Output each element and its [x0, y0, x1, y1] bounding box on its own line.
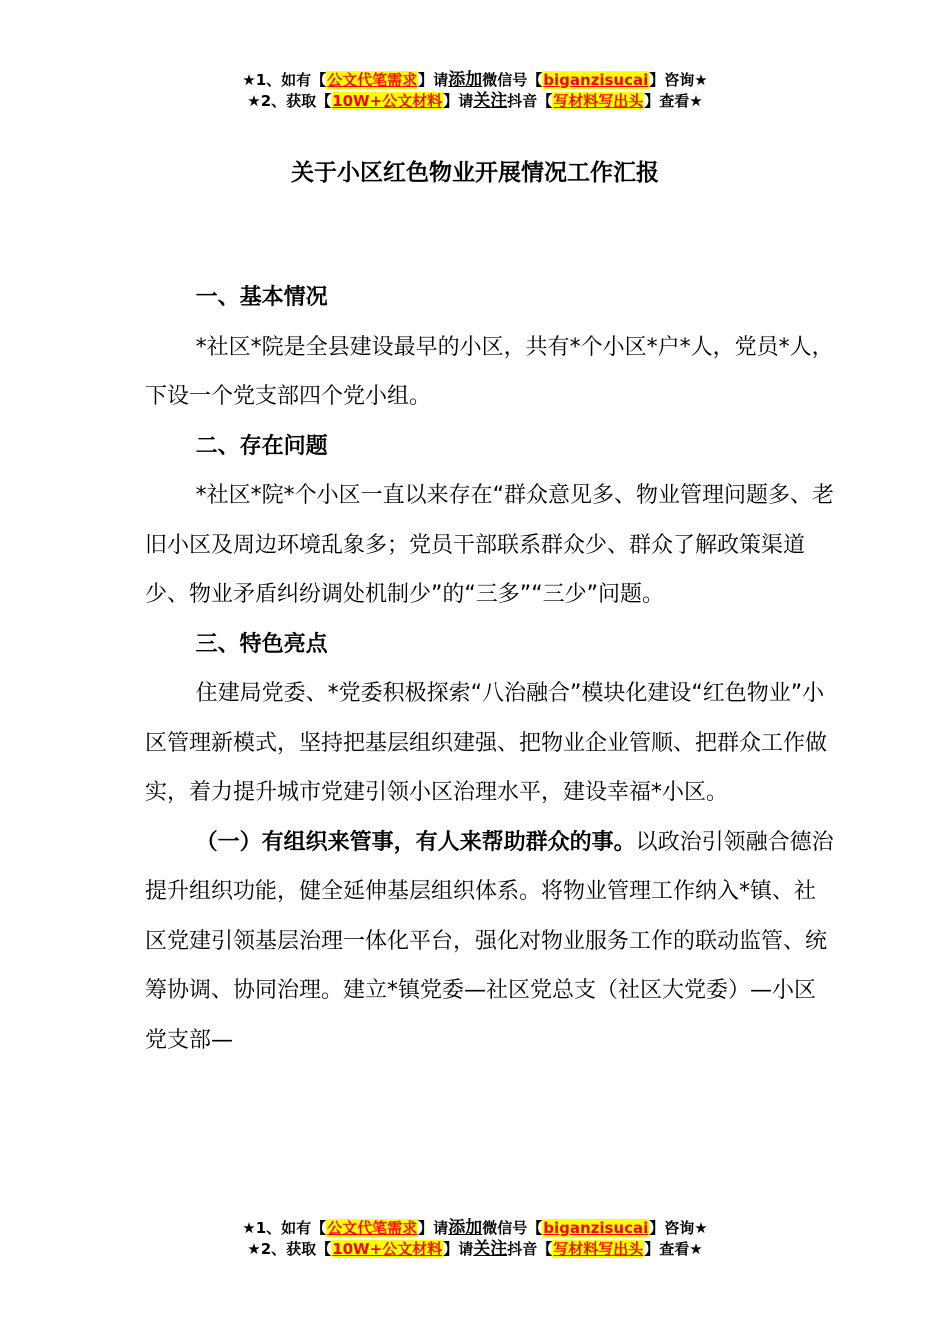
document-body [145, 273, 835, 1065]
document-title: 关于小区红色物业开展情况工作汇报 [291, 160, 659, 186]
paragraph-subsection-1 [145, 818, 835, 1066]
promo-line-1: ★1、如有【公文代笔需求】请添加微信号【biganzisucai】咨询★ [242, 1218, 708, 1238]
section-heading-highlights: 三、特色亮点 [195, 631, 328, 657]
promo-highlight-douyin-account: 写材料写出头 [553, 1240, 644, 1258]
paragraph-highlights: 住建局党委、*党委积极探索“八治融合”模块化建设“红色物业”小区管理新模式，坚持把基层组织建强、把物业企业管顺、把群众工作做实，着力提升城市党建引领小区治理水平，建设幸福*小区。 [145, 681, 828, 805]
promo-highlight-materials: 10W+公文材料 [332, 1240, 443, 1258]
promo-highlight-wechat-id: biganzisucai [543, 71, 649, 89]
section-heading-existing-problems: 二、存在问题 [195, 433, 328, 459]
header-promo-banner [0, 70, 950, 112]
promo-highlight-wechat-id: biganzisucai [543, 1219, 649, 1237]
promo-highlight-douyin-account: 写材料写出头 [553, 92, 644, 110]
paragraph-existing-problems: *社区*院*个小区一直以来存在“群众意见多、物业管理问题多、老旧小区及周边环境乱象多；党员干部联系群众少、群众了解政策渠道少、物业矛盾纠纷调处机制少”的“三多”“三少”问题。 [145, 483, 834, 607]
promo-line-2: ★2、获取【10W+公文材料】请关注抖音【写材料写出头】查看★ [247, 1239, 703, 1259]
subsection-1-body: 以政治引领融合德治提升组织功能，健全延伸基层组织体系。将物业管理工作纳入*镇、社区党建引领基层治理一体化平台，强化对物业服务工作的联动监管、统筹协调、协同治理。建立*镇党委—社区党总支（社区大党委）—小区党支部— [145, 829, 834, 1053]
promo-highlight-service: 公文代笔需求 [327, 1219, 418, 1237]
footer-promo-banner [0, 1218, 950, 1260]
subsection-1-lead: （一）有组织来管事，有人来帮助群众的事。 [195, 829, 636, 855]
promo-highlight-service: 公文代笔需求 [327, 71, 418, 89]
section-heading-basic-situation: 一、基本情况 [195, 285, 328, 310]
promo-highlight-materials: 10W+公文材料 [332, 92, 443, 110]
paragraph-basic-situation: *社区*院是全县建设最早的小区，共有*个小区*户*人，党员*人，下设一个党支部四个党小组。 [145, 334, 834, 409]
promo-line-2: ★2、获取【10W+公文材料】请关注抖音【写材料写出头】查看★ [247, 91, 703, 111]
promo-line-1: ★1、如有【公文代笔需求】请添加微信号【biganzisucai】咨询★ [242, 70, 708, 90]
